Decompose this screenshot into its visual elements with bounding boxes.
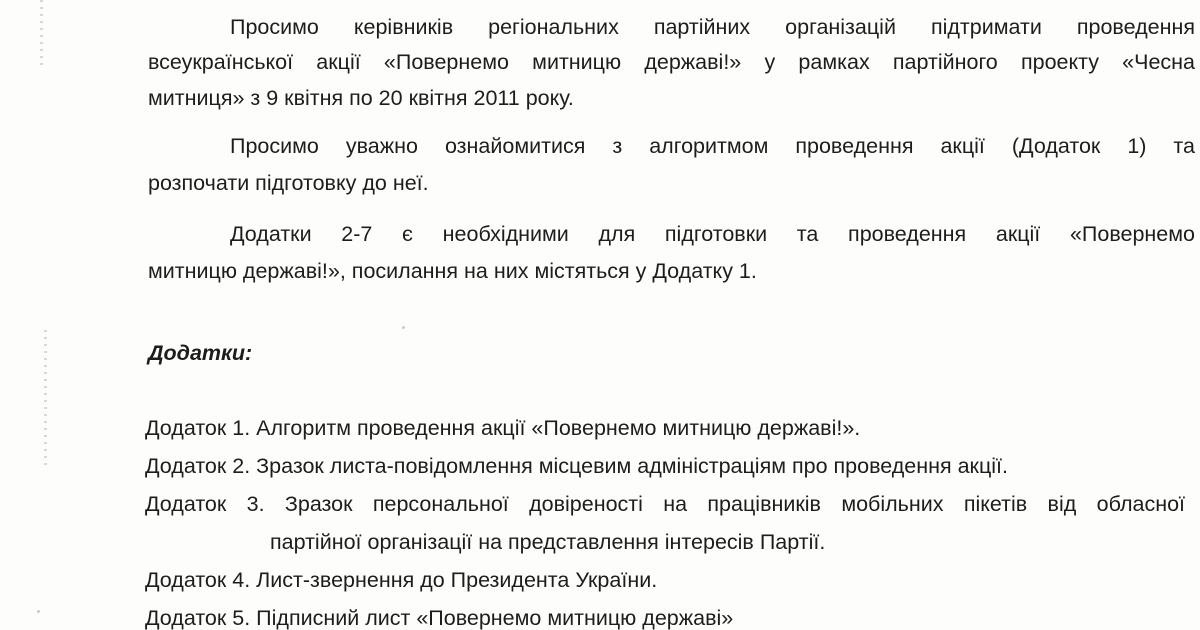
appendix-item-4: Додаток 4. Лист-звернення до Президента України.: [145, 568, 658, 592]
appendix-item-2: Додаток 2. Зразок листа-повідомлення місцевим адміністраціям про проведення акції.: [145, 454, 1009, 478]
scan-speck: [37, 610, 40, 613]
appendix-item-1: Додаток 1. Алгоритм проведення акції «Повернемо митницю державі!».: [145, 416, 861, 440]
paragraph-1-line-3: митниця» з 9 квітня по 20 квітня 2011 року.: [148, 86, 574, 110]
paragraph-2-line-2: розпочати підготовку до неї.: [148, 171, 429, 195]
appendix-item-3-line-1: Додаток 3. Зразок персональної довіреності на працівників мобільних пікетів від обласної: [145, 492, 1185, 516]
paragraph-1-line-2: всеукраїнської акції «Повернемо митницю державі!» у рамках партійного проекту «Чесна: [148, 50, 1195, 74]
scan-edge-mark: [40, 0, 43, 70]
appendix-item-5: Додаток 5. Підписний лист «Повернемо митницю державі»: [145, 606, 734, 630]
scan-edge-mark: [44, 330, 47, 470]
scan-speck: [402, 326, 405, 329]
paragraph-3-line-2: митницю державі!», посилання на них містяться у Додатку 1.: [148, 259, 757, 283]
appendices-heading: Додатки:: [148, 341, 253, 365]
paragraph-2-line-1: Просимо уважно ознайомитися з алгоритмом проведення акції (Додаток 1) та: [230, 134, 1195, 158]
paragraph-3-line-1: Додатки 2-7 є необхідними для підготовки та проведення акції «Повернемо: [230, 222, 1195, 246]
paragraph-1-line-1: Просимо керівників регіональних партійних організацій підтримати проведення: [230, 15, 1195, 39]
appendix-item-3-line-2: партійної організації на представлення інтересів Партії.: [270, 530, 826, 554]
